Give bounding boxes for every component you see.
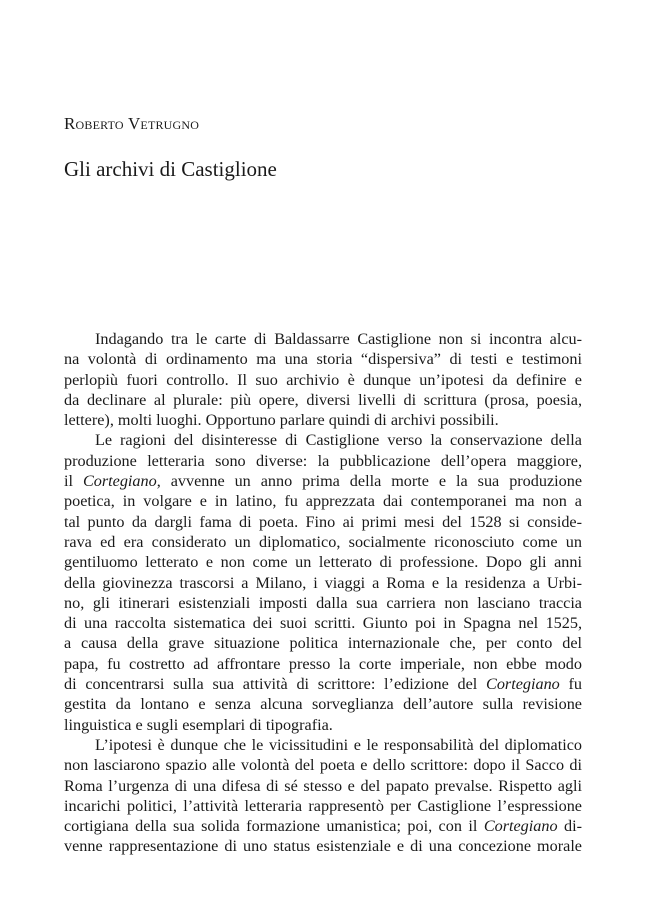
text-segment: lettere), molti luoghi. Opportuno parlare quindi di archivi possibili. <box>64 411 499 430</box>
text-segment: Indagando tra le carte di Baldassarre Castiglione non si incontra alcu- <box>95 330 582 348</box>
text-segment: perlopiù fuori controllo. Il suo archivio è dunque un’ipotesi da definire e <box>64 370 582 389</box>
text-segment: tal punto da dargli fama di poeta. Fino ai primi mesi del 1528 si conside- <box>64 512 582 531</box>
text-line <box>64 370 582 390</box>
text-segment: di concentrarsi sulla sua attività di scrittore: l’edizione del <box>64 675 487 694</box>
text-line <box>64 512 582 532</box>
text-line <box>64 552 582 572</box>
text-segment: da declinare al plurale: più opere, diversi livelli di scrittura (prosa, poesia, <box>64 390 582 409</box>
text-line <box>64 735 582 755</box>
text-segment: di- <box>557 817 582 836</box>
italic-title-text: Cortegiano <box>486 675 560 694</box>
text-line <box>64 633 582 653</box>
text-line <box>64 755 582 775</box>
text-segment: incarichi politici, l’attività letteraria rappresentò per Castiglione l’espressione <box>64 796 582 815</box>
article-title: Gli archivi di Castiglione <box>64 157 277 181</box>
text-segment: no, gli itinerari esistenziali imposti dalla sua carriera non lasciano traccia <box>64 593 582 612</box>
text-segment: venne rappresentazione di uno status esistenziale e di una concezione morale <box>64 837 582 856</box>
text-segment: a causa della grave situazione politica internazionale che, per conto del <box>64 634 582 653</box>
body-text <box>64 329 582 857</box>
text-segment: gestita da lontano e senza alcuna sorveglianza dell’autore sulla revisione <box>64 695 582 714</box>
text-line <box>64 613 582 633</box>
text-segment: della giovinezza trascorsi a Milano, i viaggi a Roma e la residenza a Urbi- <box>64 573 582 592</box>
author-name: Roberto Vetrugno <box>64 114 200 133</box>
italic-title-text: Cortegiano <box>483 817 558 836</box>
text-segment: non lasciarono spazio alle volontà del poeta e dello scrittore: dopo il Sacco di <box>64 756 582 775</box>
text-segment: cortigiana della sua solida formazione umanistica; poi, con il <box>64 817 484 836</box>
text-line <box>64 410 582 430</box>
text-segment: rava ed era considerato un diplomatico, socialmente riconosciuto come un <box>64 532 582 551</box>
text-segment: , avvenne un anno prima della morte e la sua produzione <box>156 472 583 491</box>
text-line <box>64 694 582 714</box>
text-line <box>64 390 582 410</box>
text-segment: linguistica e sugli esemplari di tipografia. <box>64 715 333 734</box>
text-line <box>64 796 582 816</box>
text-line <box>64 715 582 735</box>
text-segment: produzione letteraria sono diverse: la pubblicazione dell’opera maggiore, <box>64 451 582 470</box>
text-line <box>64 776 582 796</box>
text-line <box>64 430 582 450</box>
italic-title-text: Cortegiano <box>82 472 157 491</box>
text-line <box>64 532 582 552</box>
text-segment: na volontà di ordinamento ma una storia “dispersiva” di testi e testimoni <box>64 350 582 369</box>
text-line <box>64 816 582 836</box>
text-segment: Le ragioni del disinteresse di Castiglione verso la conservazione della <box>95 431 582 450</box>
text-segment: papa, fu costretto ad affrontare presso la corte imperiale, non ebbe modo <box>64 654 582 673</box>
text-line <box>64 573 582 593</box>
text-segment: poetica, in volgare e in latino, fu apprezzata dai contemporanei ma non a <box>64 492 582 511</box>
text-segment: fu <box>559 675 582 694</box>
text-segment: Roma l’urgenza di una difesa di sé stesso e del papato prevalse. Rispetto agli <box>64 776 582 795</box>
text-line <box>64 674 582 694</box>
text-segment: L’ipotesi è dunque che le vicissitudini e le responsabilità del diplomatico <box>95 735 582 754</box>
text-line <box>64 593 582 613</box>
text-line <box>64 836 582 856</box>
text-segment: il <box>64 472 83 491</box>
text-line <box>64 471 582 491</box>
text-line <box>64 329 582 349</box>
text-line <box>64 349 582 369</box>
text-segment: gentiluomo letterato e non come un letterato di professione. Dopo gli anni <box>64 553 582 572</box>
text-segment: di una raccolta sistematica dei suoi scritti. Giunto poi in Spagna nel 1525, <box>64 614 582 633</box>
text-line <box>64 654 582 674</box>
text-line <box>64 451 582 471</box>
text-line <box>64 491 582 511</box>
